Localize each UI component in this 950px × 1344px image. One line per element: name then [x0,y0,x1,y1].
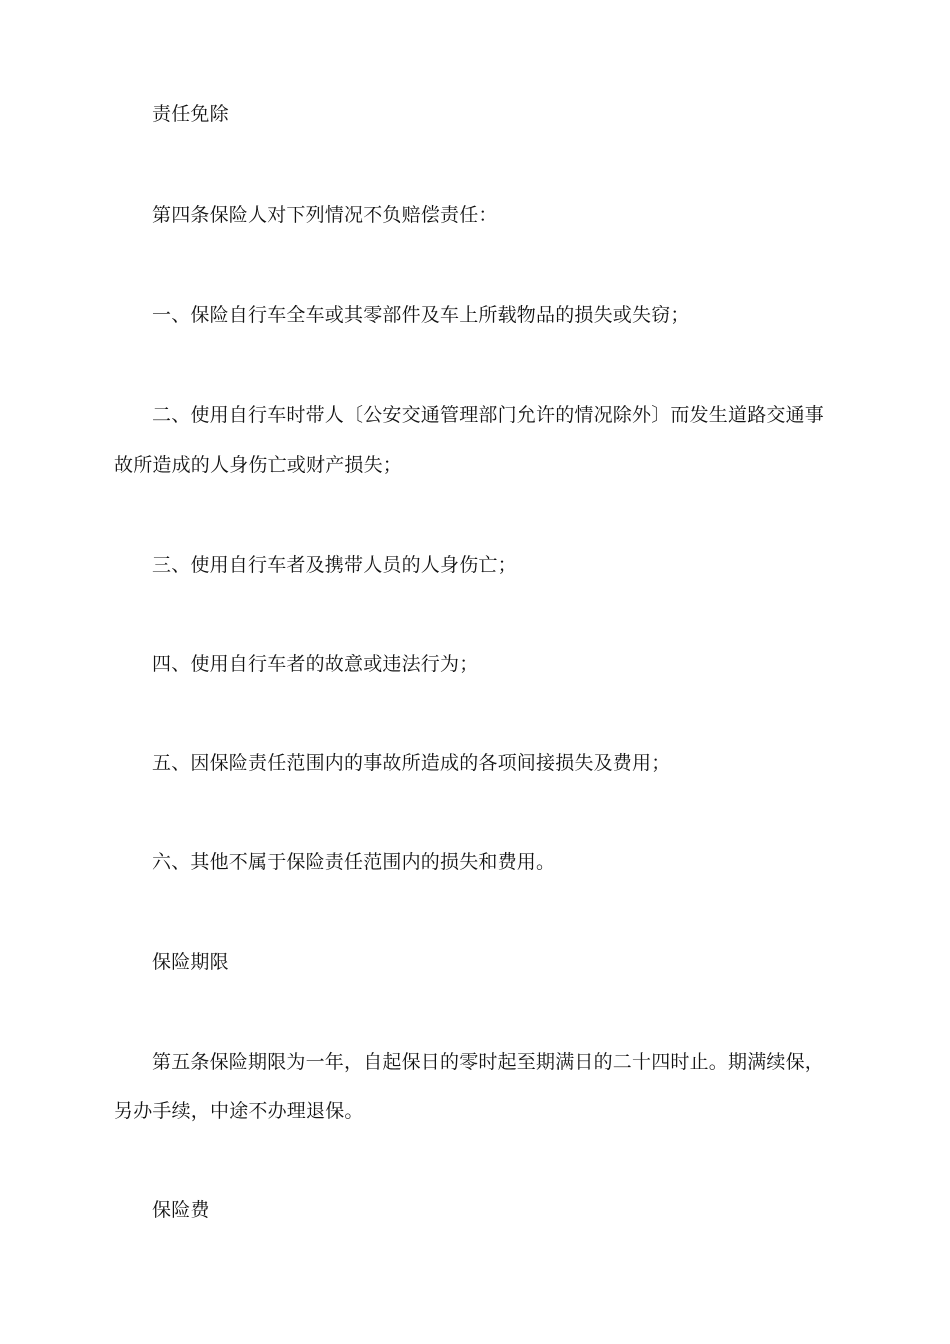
exclusion-item-2-line-2: 故所造成的人身伤亡或财产损失； [114,454,403,476]
article-5-line-2: 另办手续，中途不办理退保。 [114,1100,364,1122]
exclusion-item-2-line-1: 二、使用自行车时带人〔公安交通管理部门允许的情况除外〕而发生道路交通事 [152,404,825,426]
exclusion-item-4: 四、使用自行车者的故意或违法行为； [152,653,479,675]
exclusion-item-6: 六、其他不属于保险责任范围内的损失和费用。 [152,851,556,873]
article-5-line-1: 第五条保险期限为一年，自起保日的零时起至期满日的二十四时止。期满续保， [152,1051,825,1073]
section-heading-exclusions: 责任免除 [152,103,229,125]
exclusion-item-3: 三、使用自行车者及携带人员的人身伤亡； [152,554,517,576]
article-4-intro: 第四条保险人对下列情况不负赔偿责任： [152,204,498,226]
section-heading-insurance-period: 保险期限 [152,951,229,973]
exclusion-item-5: 五、因保险责任范围内的事故所造成的各项间接损失及费用； [152,752,671,774]
exclusion-item-1: 一、保险自行车全车或其零部件及车上所载物品的损失或失窃； [152,304,690,326]
section-heading-premium: 保险费 [152,1199,210,1221]
